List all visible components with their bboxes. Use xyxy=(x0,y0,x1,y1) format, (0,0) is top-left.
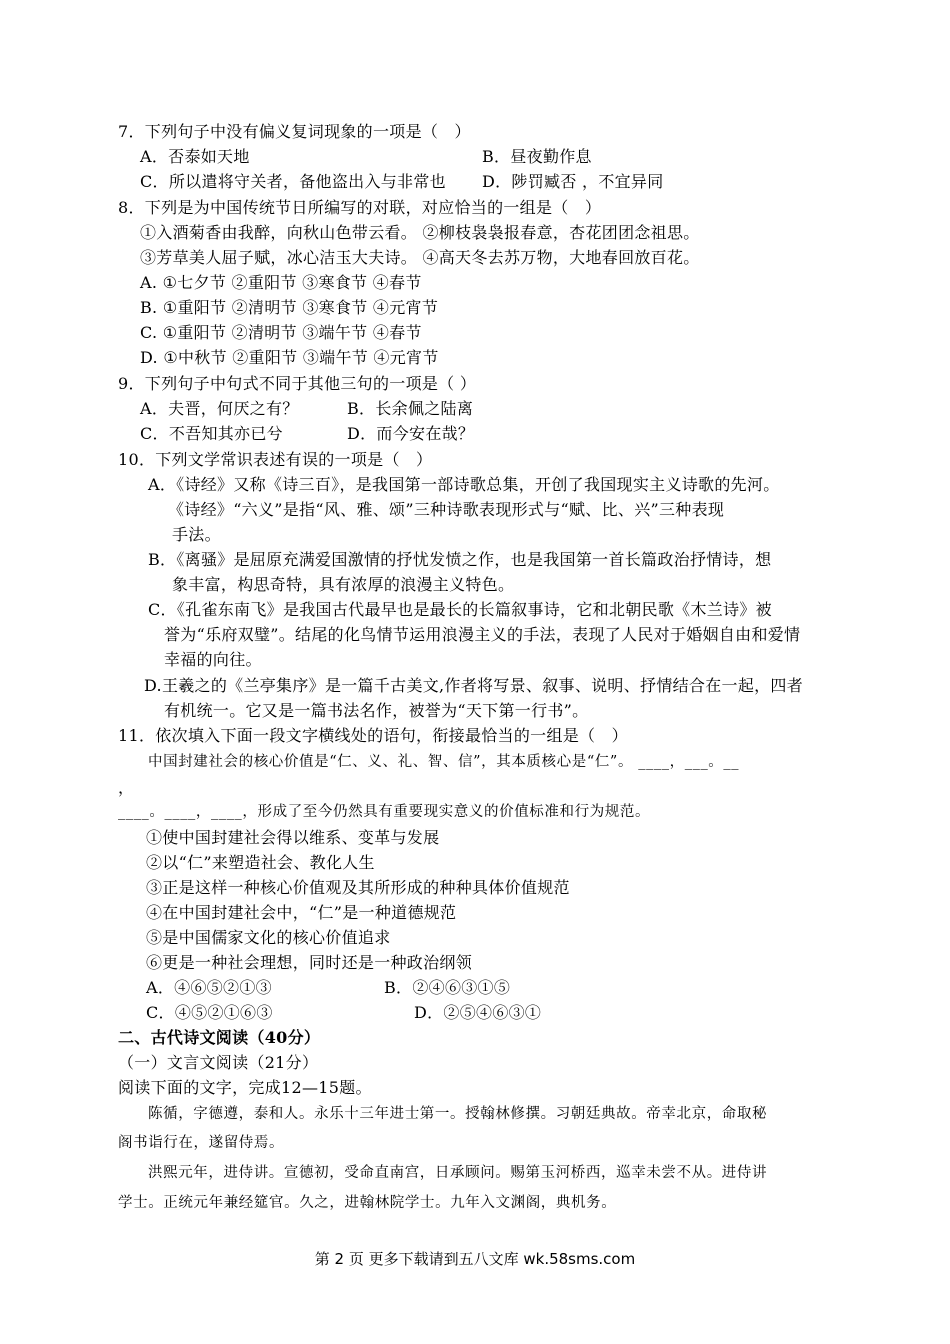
q9-stem: 9．下列句子中句式不同于其他三句的一项是（ ） xyxy=(118,374,477,393)
q7-option-a: A．否泰如天地 xyxy=(140,147,250,166)
q8-couplet-line-1: ①入酒菊香由我醉，向秋山色带云看。 ②柳枝袅袅报春意，杏花团团念祖思。 xyxy=(140,223,700,242)
section-2-title: 二、古代诗文阅读（40分） xyxy=(118,1028,321,1047)
q10-stem: 10．下列文学常识表述有误的一项是（ ） xyxy=(118,450,433,469)
q11-sentence-2: ②以“仁”来塑造社会、教化人生 xyxy=(146,853,375,872)
q10-option-d-line-2: 有机统一。它又是一篇书法名作，被誉为“天下第一行书”。 xyxy=(164,701,589,720)
q8-option-a: A. ①七夕节 ②重阳节 ③寒食节 ④春节 xyxy=(140,273,422,292)
q10-option-c-line-3: 幸福的向往。 xyxy=(164,650,262,669)
q10-option-c-line-2: 誉为“乐府双璧”。结尾的化鸟情节运用浪漫主义的手法，表现了人民对于婚姻自由和爱情 xyxy=(164,625,801,644)
q11-passage-line-1: 中国封建社会的核心价值是“仁、义、礼、智、信”，其本质核心是“仁”。 ____，___。__ xyxy=(148,754,740,770)
q11-passage-line-3: ____。____，____，形成了至今仍然具有重要现实意义的价值标准和行为规范。 xyxy=(118,804,651,820)
section-2-instruction: 阅读下面的文字，完成12—15题。 xyxy=(118,1078,372,1097)
q9-option-c: C．不吾知其亦已兮 xyxy=(140,424,283,443)
q11-sentence-3: ③正是这样一种核心价值观及其所形成的种种具体价值规范 xyxy=(146,878,570,897)
passage-para-1-line-1: 陈循，字德遵，泰和人。永乐十三年进士第一。授翰林修撰。习朝廷典故。帝幸北京，命取秘 xyxy=(148,1106,768,1122)
q11-option-c: C．④⑤②①⑥③ xyxy=(146,1003,273,1022)
passage-para-1-line-2: 阁书诣行在，遂留侍焉。 xyxy=(118,1135,285,1151)
q7-option-d: D．陟罚臧否 ，不宜异同 xyxy=(482,172,664,191)
q8-couplet-line-2: ③芳草美人屈子赋，冰心洁玉大夫诗。 ④高天冬去苏万物，大地春回放百花。 xyxy=(140,248,700,267)
q11-option-a: A．④⑥⑤②①③ xyxy=(146,978,272,997)
q9-option-a: A．夫晋，何厌之有？ xyxy=(140,399,299,418)
q8-option-b: B. ①重阳节 ②清明节 ③寒食节 ④元宵节 xyxy=(140,298,439,317)
q9-option-b: B．长余佩之陆离 xyxy=(347,399,474,418)
q7-option-c: C．所以遣将守关者，备他盗出入与非常也 xyxy=(140,172,446,191)
q11-option-d: D．②⑤④⑥③① xyxy=(414,1003,542,1022)
q11-sentence-4: ④在中国封建社会中，“仁”是一种道德规范 xyxy=(146,903,457,922)
q10-option-c-line-1: C．《孔雀东南飞》是我国古代最早也是最长的长篇叙事诗，它和北朝民歌《木兰诗》被 xyxy=(148,600,772,619)
q10-option-a-line-1: A．《诗经》又称《诗三百》，是我国第一部诗歌总集，开创了我国现实主义诗歌的先河。 xyxy=(148,475,780,494)
q8-stem: 8．下列是为中国传统节日所编写的对联，对应恰当的一组是（ ） xyxy=(118,198,602,217)
q7-option-b: B．昼夜勤作息 xyxy=(482,147,592,166)
q11-stem: 11．依次填入下面一段文字横线处的语句，衔接最恰当的一组是（ ） xyxy=(118,726,628,745)
q7-stem: 7．下列句子中没有偏义复词现象的一项是（ ） xyxy=(118,122,471,141)
q10-option-b-line-2: 象丰富，构思奇特，具有浓厚的浪漫主义特色。 xyxy=(172,575,515,594)
passage-para-2-line-2: 学士。正统元年兼经筵官。久之，进翰林院学士。九年入文渊阁，典机务。 xyxy=(118,1195,617,1211)
q11-option-b: B．②④⑥③①⑤ xyxy=(384,978,511,997)
passage-para-2-line-1: 洪熙元年，进侍讲。宣德初，受命直南宫，日承顾问。赐第玉河桥西，巡幸未尝不从。进侍讲 xyxy=(148,1165,768,1181)
q8-option-c: C. ①重阳节 ②清明节 ③端午节 ④春节 xyxy=(140,323,422,342)
q10-option-d-line-1: D.王羲之的《兰亭集序》是一篇千古美文,作者将写景、叙事、说明、抒情结合在一起，四者 xyxy=(144,676,804,695)
section-2-subtitle: （一）文言文阅读（21分） xyxy=(118,1053,319,1072)
q11-sentence-5: ⑤是中国儒家文化的核心价值追求 xyxy=(146,928,391,947)
q11-sentence-6: ⑥更是一种社会理想，同时还是一种政治纲领 xyxy=(146,953,473,972)
q11-sentence-1: ①使中国封建社会得以维系、变革与发展 xyxy=(146,828,440,847)
q11-passage-line-2: ， xyxy=(118,778,135,797)
q10-option-a-line-3: 手法。 xyxy=(172,525,221,544)
q9-option-d: D．而今安在哉？ xyxy=(347,424,475,443)
q10-option-b-line-1: B．《离骚》是屈原充满爱国激情的抒忧发愤之作，也是我国第一首长篇政治抒情诗，想 xyxy=(148,550,772,569)
q10-option-a-line-2: 《诗经》“六义”是指“风、雅、颂”三种诗歌表现形式与“赋、比、兴”三种表现 xyxy=(168,500,725,519)
page-footer: 第 2 页 更多下载请到五八文库 wk.58sms.com xyxy=(314,1250,636,1268)
q8-option-d: D. ①中秋节 ②重阳节 ③端午节 ④元宵节 xyxy=(140,348,439,367)
